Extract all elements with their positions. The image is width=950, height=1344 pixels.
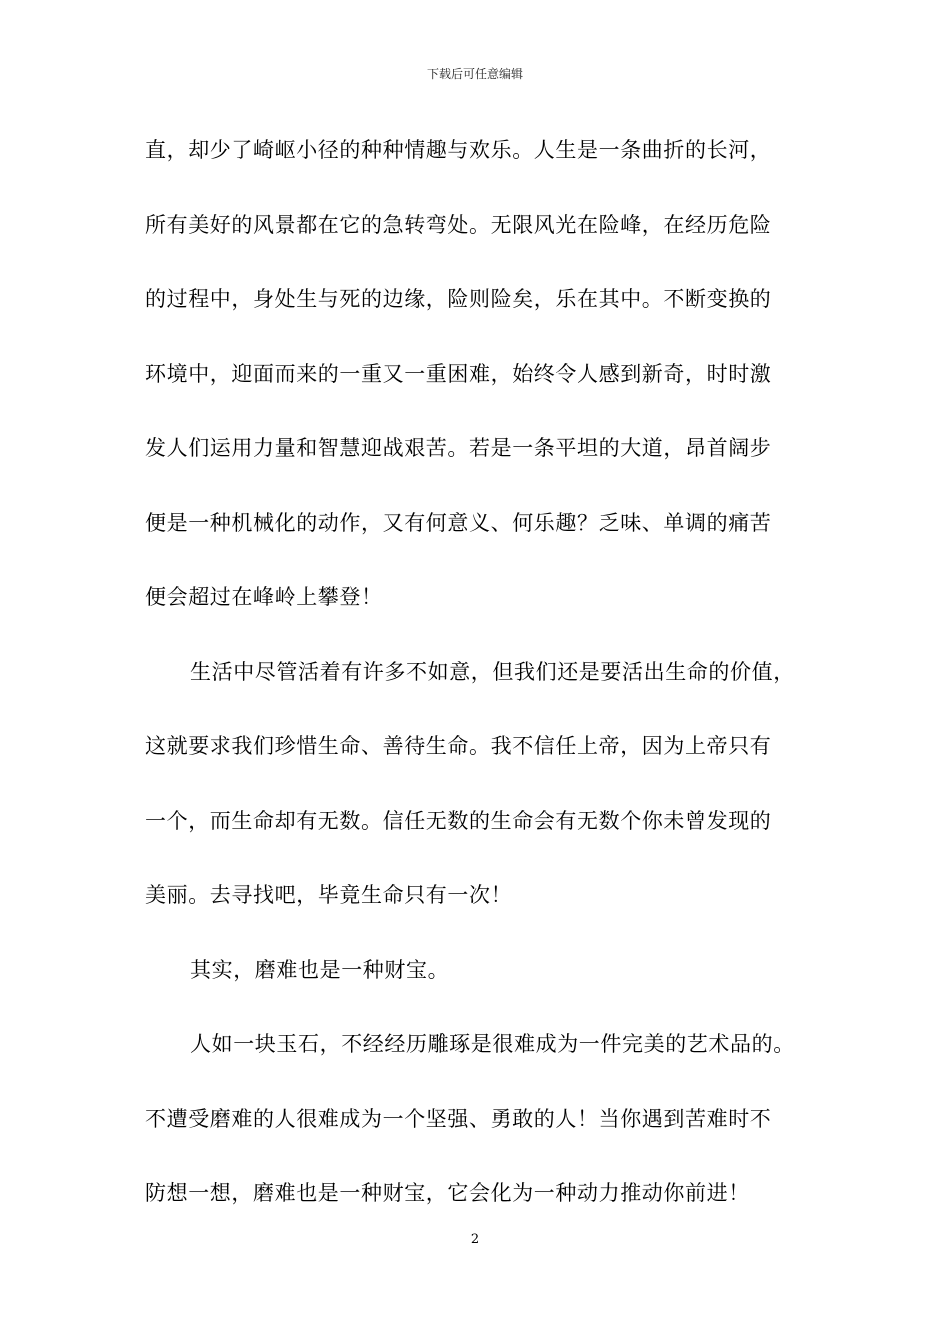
text-line-4: 环境中，迎面而来的一重又一重困难，始终令人感到新奇，时时激 bbox=[145, 362, 772, 386]
text-line-13: 人如一块玉石，不经经历雕琢是很难成为一件完美的艺术品的。 bbox=[190, 1032, 795, 1056]
page-number: 2 bbox=[470, 1232, 480, 1247]
text-line-8: 生活中尽管活着有许多不如意，但我们还是要活出生命的价值， bbox=[190, 660, 795, 684]
text-line-12: 其实，磨难也是一种财宝。 bbox=[190, 958, 450, 982]
text-line-5: 发人们运用力量和智慧迎战艰苦。若是一条平坦的大道，昂首阔步 bbox=[145, 436, 772, 460]
text-line-15: 防想一想，磨难也是一种财宝，它会化为一种动力推动你前进！ bbox=[145, 1181, 750, 1205]
text-line-1: 直，却少了崎岖小径的种种情趣与欢乐。人生是一条曲折的长河， bbox=[145, 138, 772, 162]
text-line-2: 所有美好的风景都在它的急转弯处。无限风光在险峰，在经历危险 bbox=[145, 213, 772, 237]
text-line-6: 便是一种机械化的动作，又有何意义、何乐趣？乏味、单调的痛苦 bbox=[145, 511, 772, 535]
text-line-9: 这就要求我们珍惜生命、善待生命。我不信任上帝，因为上帝只有 bbox=[145, 734, 772, 758]
text-line-10: 一个，而生命却有无数。信任无数的生命会有无数个你未曾发现的 bbox=[145, 809, 772, 833]
page-header: 下载后可任意编辑 bbox=[426, 67, 523, 81]
text-line-11: 美丽。去寻找吧，毕竟生命只有一次！ bbox=[145, 883, 513, 907]
text-line-3: 的过程中，身处生与死的边缘，险则险矣，乐在其中。不断变换的 bbox=[145, 287, 772, 311]
text-line-7: 便会超过在峰岭上攀登！ bbox=[145, 585, 383, 609]
text-line-14: 不遭受磨难的人很难成为一个坚强、勇敢的人！当你遇到苦难时不 bbox=[145, 1107, 772, 1131]
